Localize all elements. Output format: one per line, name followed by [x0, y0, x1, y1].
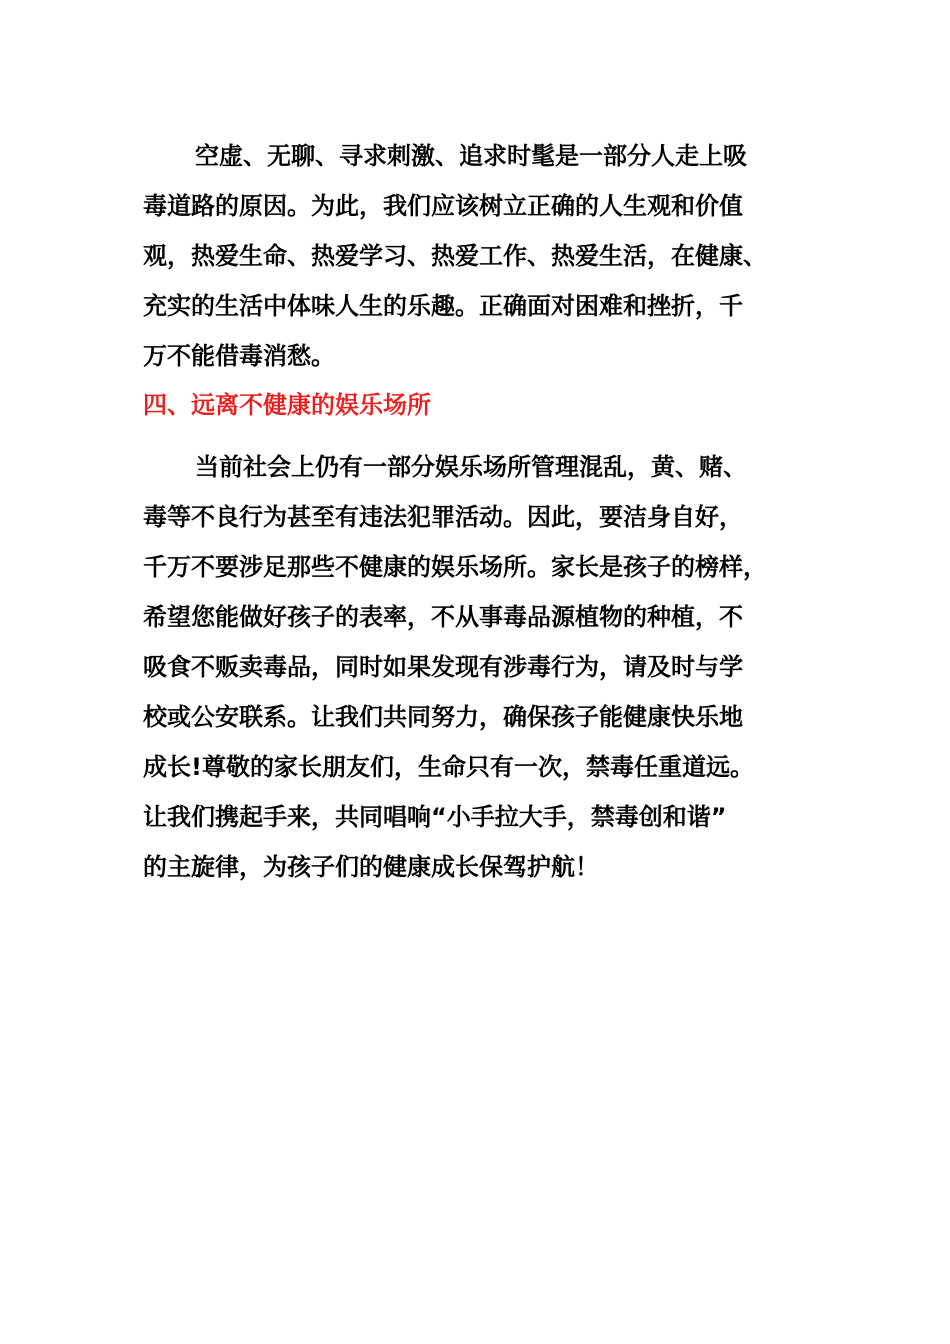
paragraph-2-line-9: 的主旋律，为孩子们的健康成长保驾护航！: [143, 853, 599, 881]
paragraph-2-line-3: 千万不要涉足那些不健康的娱乐场所。家长是孩子的榜样，: [143, 553, 767, 581]
document-body: [143, 131, 807, 892]
paragraph-2-line-6: 校或公安联系。让我们共同努力，确保孩子能健康快乐地: [143, 703, 743, 731]
paragraph-2-line-7: 成长!尊敬的家长朋友们，生命只有一次，禁毒任重道远。: [143, 753, 754, 781]
section-heading: 四、远离不健康的娱乐场所: [143, 391, 431, 419]
paragraph-1-line-5: 万不能借毒消愁。: [143, 342, 335, 370]
paragraph-2-line-4: 希望您能做好孩子的表率，不从事毒品源植物的种植，不: [143, 603, 743, 631]
paragraph-1-line-4: 充实的生活中体味人生的乐趣。正确面对困难和挫折，千: [143, 292, 743, 320]
paragraph-1-line-2: 毒道路的原因。为此，我们应该树立正确的人生观和价值: [143, 192, 743, 220]
paragraph-1-line-1: 空虚、无聊、寻求刺激、追求时髦是一部分人走上吸: [195, 142, 747, 170]
paragraph-2-line-1: 当前社会上仍有一部分娱乐场所管理混乱，黄、赌、: [195, 453, 747, 481]
paragraph-1: [143, 131, 807, 381]
paragraph-2-line-5: 吸食不贩卖毒品，同时如果发现有涉毒行为，请及时与学: [143, 653, 743, 681]
paragraph-2: [143, 442, 807, 892]
paragraph-2-line-2: 毒等不良行为甚至有违法犯罪活动。因此，要洁身自好，: [143, 503, 743, 531]
paragraph-2-line-8: 让我们携起手来，共同唱响“小手拉大手，禁毒创和谐”: [143, 803, 727, 831]
paragraph-1-line-3: 观，热爱生命、热爱学习、热爱工作、热爱生活，在健康、: [143, 242, 767, 270]
